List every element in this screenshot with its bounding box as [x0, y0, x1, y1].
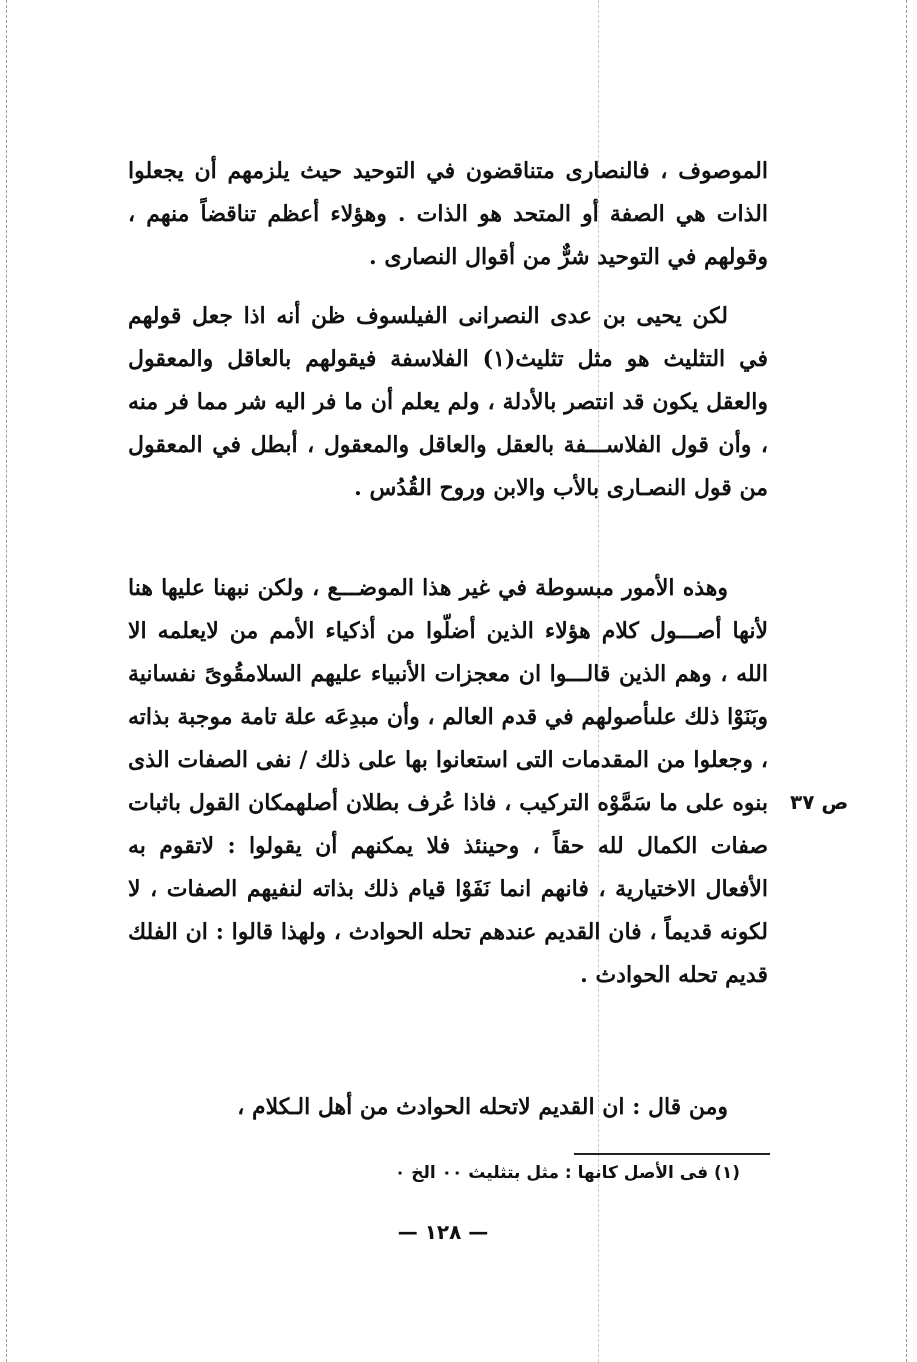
page-number: — ١٢٨ —: [397, 1220, 489, 1244]
footnote-divider: [574, 1153, 770, 1155]
paragraph-4-text: ومن قال : ان القديم لاتحله الحوادث من أهل الـكلام ،: [237, 1094, 728, 1120]
paragraph-2: [128, 295, 768, 510]
margin-page-reference: ص ٣٧: [790, 790, 849, 814]
paragraph-2-text: لكن يحيى بن عدى النصرانى الفيلسوف ظن أنه اذا جعل قولهم في التثليث هو مثل تثليث(١) الفلاسفة فيقولهم بالعاقل والمعقول والعقل يكون قد انتصر بالأدلة ، ولم يعلم أن ما فر اليه شر مما فر منه ، وأن قول الفلاســـفة بالعقل والعاقل والمعقول ، أبطل في المعقول من قول النصـارى بالأب والابن وروح القُدُس .: [128, 303, 768, 501]
paragraph-3-text: وهذه الأمور مبسوطة في غير هذا الموضـــع ، ولكن نبهنا عليها هنا لأنها أصـــول كلام هؤلاء الذين أضلّوا من أذكياء الأمم من لايعلمه الا الله ، وهم الذين قالـــوا ان معجزات الأنبياء عليهم السلامقُوىً نفسانية وبَنَوْا ذلك علىأصولهم في قدم العالم ، وأن مبدِعَه علة تامة موجبة بذاته ، وجعلوا من المقدمات التى استعانوا بها على ذلك / نفى الصفات الذى بنوه على ما سَمَّوْه التركيب ، فاذا عُرف بطلان أصلهمكان القول باثبات صفات الكمال لله حقاً ، وحينئذ فلا يمكنهم أن يقولوا : لاتقوم به الأفعال الاختيارية ، فانهم انما نَفَوْا قيام ذلك بذاته لنفيهم الصفات ، لا لكونه قديماً ، فان القديم عندهم تحله الحوادث ، ولهذا قالوا : ان الفلك قديم تحله الحوادث .: [128, 575, 769, 988]
scan-edge-right: [906, 0, 908, 1362]
footnote: (١) فى الأصل كانها : مثل بتثليث ٠٠ الخ ٠: [394, 1163, 740, 1183]
paragraph-1-text: الموصوف ، فالنصارى متناقضون في التوحيد حيث يلزمهم أن يجعلوا الذات هي الصفة أو المتحد هو الذات . وهؤلاء أعظم تناقضاً منهم ، وقولهم في التوحيد شرٌّ من أقوال النصارى .: [128, 158, 768, 270]
paragraph-4: [128, 1086, 768, 1129]
scan-edge-left: [6, 0, 8, 1362]
paragraph-3: [128, 567, 768, 997]
paragraph-1: [128, 150, 768, 279]
